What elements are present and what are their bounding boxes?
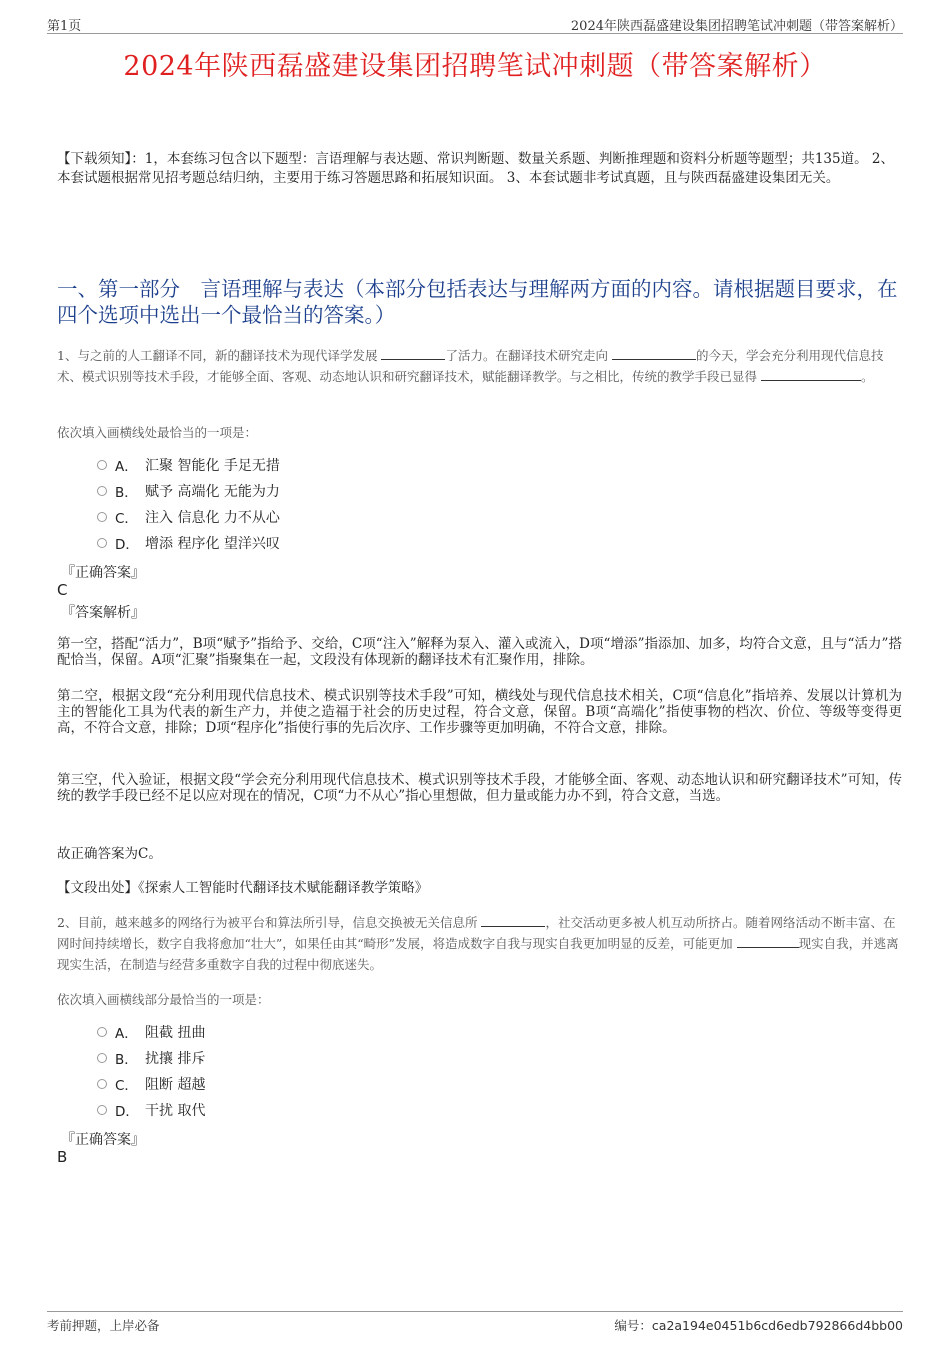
q2-prompt: 依次填入画横线部分最恰当的一项是： (57, 992, 270, 1007)
q1-source: 【文段出处】《探索人工智能时代翻译技术赋能翻译教学策略》 (57, 880, 429, 896)
page-number: 第1页 (47, 19, 82, 34)
question-2-stem (57, 912, 902, 975)
q1-text-2: 了活力。在翻译技术研究走向 (445, 348, 608, 363)
q1-analysis-3: 第三空，代入验证，根据文段“学会充分利用现代信息技术、模式识别等技术手段，才能够全面、客观、动态地认识和研究翻译技术”可知，传统的教学手段已经不足以应对现在的情况，C项“力不从心”指心里想做，但力量或能力办不到，符合文意，当选。 (57, 772, 902, 804)
q1-analysis-2: 第二空，根据文段“充分利用现代信息技术、模式识别等技术手段”可知，横线处与现代信息技术相关，C项“信息化”指培养、发展以计算机为主的智能化工具为代表的新生产力，并使之造福于社会的历史过程，符合文意，保留。B项“高端化”指使事物的档次、价位、等级等变得更高，不符合文意，排除；D项“程序化”指使行事的先后次序、工作步骤等更加明确，不符合文意，排除。 (57, 688, 902, 736)
section-heading: 一、第一部分 言语理解与表达（本部分包括表达与理解两方面的内容。请根据题目要求，在四个选项中选出一个最恰当的答案。） (57, 277, 898, 327)
q1-blank-2 (612, 346, 696, 360)
radio-icon[interactable] (97, 460, 107, 470)
radio-icon[interactable] (97, 538, 107, 548)
q2-text-3: 现实自我，并逃离现实生活，在制造与经营多重数字自我的过程中彻底迷失。 (57, 936, 899, 972)
q2-option-c[interactable]: C． 阻断 超越 (97, 1071, 205, 1097)
q2-text-2: ，社交活动更多被人机互动所挤占。随着网络活动不断丰富、在网时间持续增长，数字自我将愈加“壮大”，如果任由其“畸形”发展，将造成数字自我与现实自我更加明显的反差，可能更加 (57, 915, 896, 951)
radio-icon[interactable] (97, 512, 107, 522)
q2-answer: B (57, 1148, 68, 1166)
q1-prompt: 依次填入画横线处最恰当的一项是： (57, 425, 258, 440)
footer-code: 编号：ca2a194e0451b6cd6edb792866d4bb00 (614, 1318, 903, 1333)
footer-slogan: 考前押题，上岸必备 (47, 1318, 160, 1333)
q1-text-4: 。 (861, 369, 874, 384)
q1-option-a[interactable]: A． 汇聚 智能化 手足无措 (97, 452, 280, 478)
q1-text-1: 1、与之前的人工翻译不同，新的翻译技术为现代译学发展 (57, 348, 378, 363)
q1-analysis-label: 『答案解析』 (61, 605, 145, 621)
q2-option-b[interactable]: B． 扰攘 排斥 (97, 1045, 205, 1071)
radio-icon[interactable] (97, 1027, 107, 1037)
q1-options (97, 452, 280, 556)
q1-answer: C (57, 581, 68, 599)
q1-analysis-4: 故正确答案为C。 (57, 846, 162, 862)
q1-option-c[interactable]: C． 注入 信息化 力不从心 (97, 504, 280, 530)
q2-text-1: 2、目前，越来越多的网络行为被平台和算法所引导，信息交换被无关信息所 (57, 915, 478, 930)
q1-answer-label: 『正确答案』 (61, 565, 145, 581)
q2-option-a[interactable]: A． 阻截 扭曲 (97, 1019, 205, 1045)
q2-option-d[interactable]: D． 干扰 取代 (97, 1097, 205, 1123)
q1-option-d[interactable]: D． 增添 程序化 望洋兴叹 (97, 530, 280, 556)
q1-blank-1 (381, 346, 445, 360)
download-notice: 【下载须知】：1，本套练习包含以下题型：言语理解与表达题、常识判断题、数量关系题、判断推理题和资料分析题等题型；共135道。 2、本套试题根据常见招考题总结归纳，主要用于练习答题思路和拓展知识面。 3、本套试题非考试真题，且与陕西磊盛建设集团无关。 (57, 151, 894, 186)
radio-icon[interactable] (97, 1079, 107, 1089)
header-doc-title: 2024年陕西磊盛建设集团招聘笔试冲刺题（带答案解析） (570, 19, 903, 34)
q1-option-b[interactable]: B． 赋予 高端化 无能为力 (97, 478, 280, 504)
page-footer (47, 1311, 903, 1339)
page-title: 2024年陕西磊盛建设集团招聘笔试冲刺题（带答案解析） (123, 51, 827, 82)
q1-analysis-1: 第一空，搭配“活力”，B项“赋予”指给予、交给，C项“注入”解释为泵入、灌入或流入，D项“增添”指添加、加多，均符合文意，且与“活力”搭配恰当，保留。A项“汇聚”指聚集在一起，文段没有体现新的翻译技术有汇聚作用，排除。 (57, 636, 902, 668)
q2-options (97, 1019, 205, 1123)
q1-text-3: 的今天，学会充分利用现代信息技术、模式识别等技术手段，才能够全面、客观、动态地认识和研究翻译技术，赋能翻译教学。与之相比，传统的教学手段已显得 (57, 348, 884, 384)
q2-blank-1 (481, 913, 545, 927)
q2-answer-label: 『正确答案』 (61, 1132, 145, 1148)
page-header (47, 14, 903, 34)
q2-blank-2 (737, 934, 799, 948)
radio-icon[interactable] (97, 486, 107, 496)
radio-icon[interactable] (97, 1053, 107, 1063)
q1-blank-3 (761, 367, 861, 381)
radio-icon[interactable] (97, 1105, 107, 1115)
question-1-stem (57, 345, 902, 387)
